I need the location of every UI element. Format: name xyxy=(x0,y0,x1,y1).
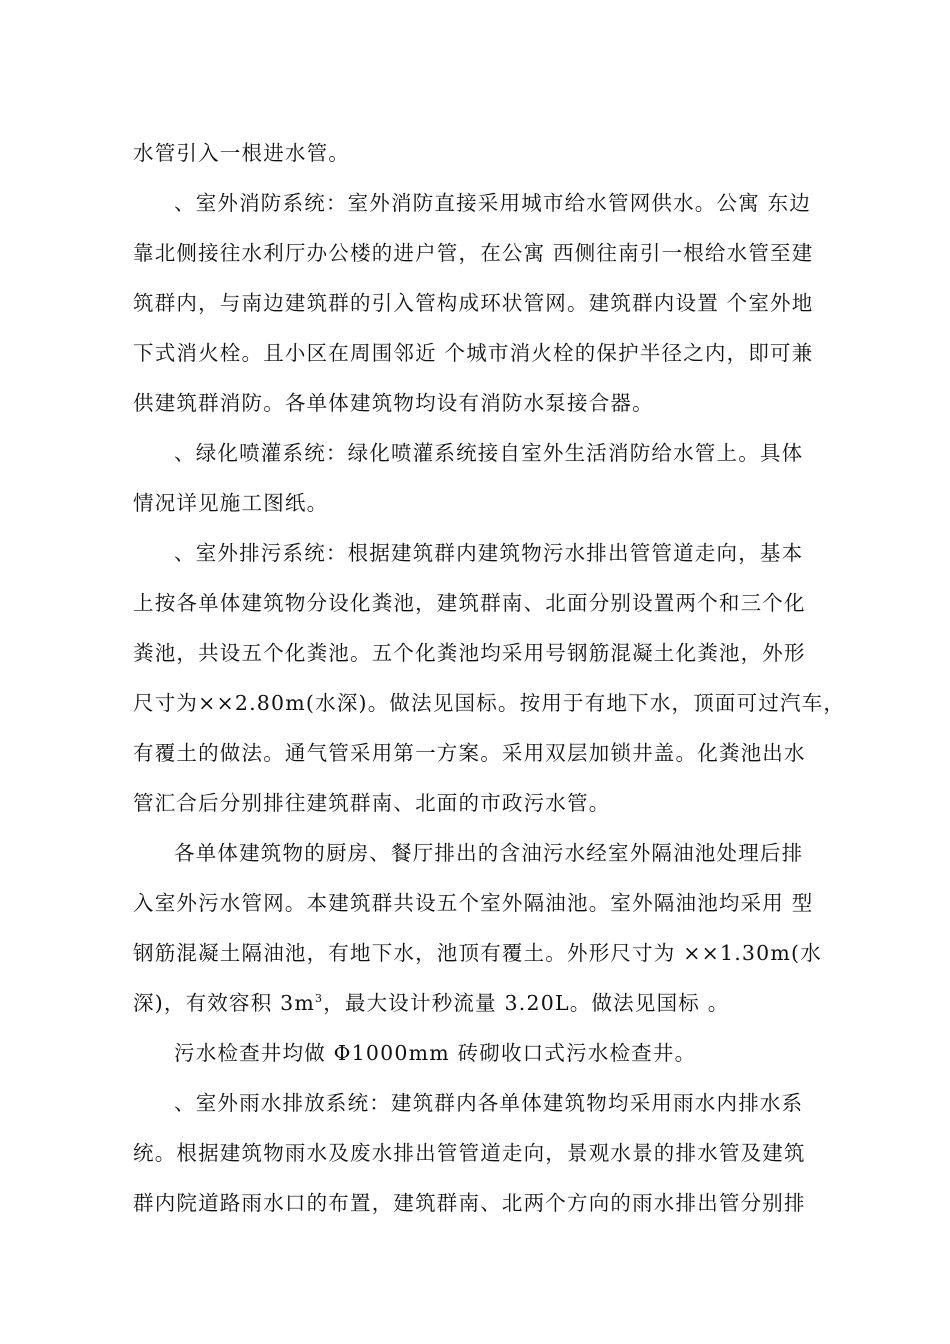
text-line: 各单体建筑物的厨房、餐厅排出的含油污水经室外隔油池处理后排 xyxy=(174,841,804,865)
text-line: 、室外排污系统：根据建筑群内建筑物污水排出管管道走向，基本 xyxy=(174,541,804,565)
document-body xyxy=(133,128,846,1228)
superscript: 3 xyxy=(315,992,324,1006)
text-line: 情况详见施工图纸。 xyxy=(133,491,329,515)
text-line-part: 深)，有效容积 3m xyxy=(133,991,315,1015)
text-line-part: ，最大设计秒流量 3.20L。做法见国标 。 xyxy=(323,991,730,1015)
text-line: 、室外消防系统：室外消防直接采用城市给水管网供水。公寓 东边 xyxy=(174,191,812,215)
text-line: 、室外雨水排放系统：建筑群内各单体建筑物均采用雨水内排水系 xyxy=(174,1091,804,1115)
text-line: 下式消火栓。且小区在周围邻近 个城市消火栓的保护半径之内，即可兼 xyxy=(133,341,814,365)
text-line: 供建筑群消防。各单体建筑物均设有消防水泵接合器。 xyxy=(133,391,654,415)
text-line: 入室外污水管网。本建筑群共设五个室外隔油池。室外隔油池均采用 型 xyxy=(133,891,814,915)
text-line: 粪池，共设五个化粪池。五个化粪池均采用号钢筋混凝土化粪池，外形 xyxy=(133,641,806,665)
text-line: 上按各单体建筑物分设化粪池，建筑群南、北面分别设置两个和三个化 xyxy=(133,591,806,615)
text-line: 管汇合后分别排往建筑群南、北面的市政污水管。 xyxy=(133,791,611,815)
text-line: 污水检查井均做 Φ1000mm 砖砌收口式污水检查井。 xyxy=(174,1041,697,1065)
text-line: 靠北侧接往水利厅办公楼的进户管，在公寓 西侧往南引一根给水管至建 xyxy=(133,241,814,265)
text-line xyxy=(133,978,833,1028)
text-line: 筑群内，与南边建筑群的引入管构成环状管网。建筑群内设置 个室外地 xyxy=(133,291,814,315)
text-line: 尺寸为××2.80m(水深)。做法见国标。按用于有地下水，顶面可过汽车， xyxy=(133,691,846,715)
text-line: 有覆土的做法。通气管采用第一方案。采用双层加锁井盖。化粪池出水 xyxy=(133,741,806,765)
text-line: 统。根据建筑物雨水及废水排出管管道走向，景观水景的排水管及建筑 xyxy=(133,1141,806,1165)
text-line: 水管引入一根进水管。 xyxy=(133,141,350,165)
text-line: 群内院道路雨水口的布置，建筑群南、北两个方向的雨水排出管分别排 xyxy=(133,1191,806,1215)
text-line: 、绿化喷灌系统：绿化喷灌系统接自室外生活消防给水管上。具体 xyxy=(174,441,804,465)
text-line: 钢筋混凝土隔油池，有地下水，池顶有覆土。外形尺寸为 ××1.30m(水 xyxy=(133,941,822,965)
